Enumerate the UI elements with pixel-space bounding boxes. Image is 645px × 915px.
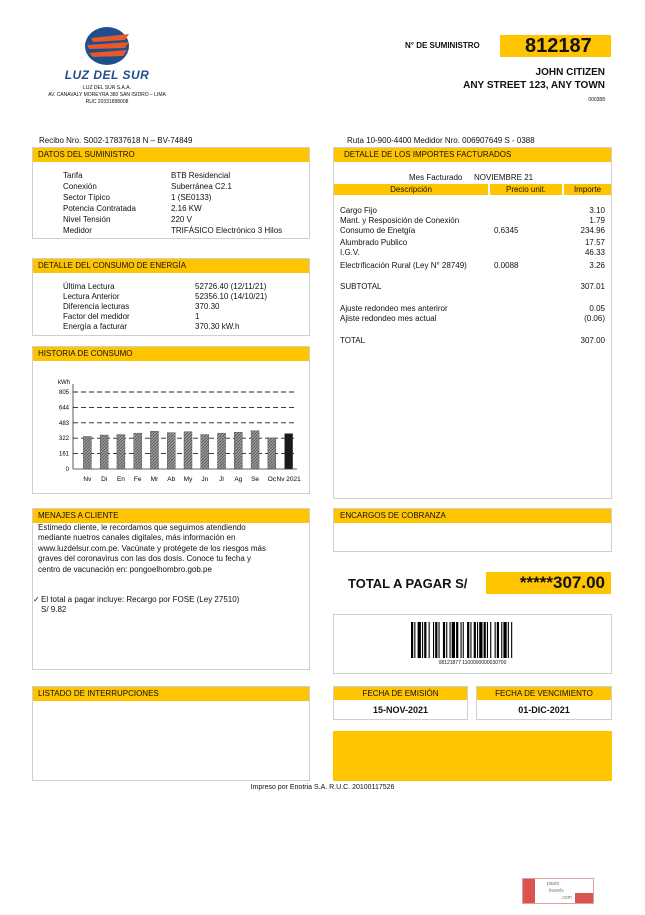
barcode-bar (487, 622, 488, 658)
fecha-vencimiento-box (476, 686, 612, 720)
bar (167, 433, 175, 469)
barcode-bar (418, 622, 421, 658)
barcode-number: 08121877 1100000000030700 (438, 660, 507, 666)
barcode-bar (503, 622, 506, 658)
y-tick-label: 644 (58, 405, 69, 412)
payment-stamp-area (333, 731, 612, 781)
barcode-bar (452, 622, 455, 658)
company-logo (48, 26, 166, 122)
list-item: Factor del medidor 1 (63, 312, 200, 321)
x-tick-label: En (116, 476, 125, 483)
fecha-vencimiento-label: FECHA DE VENCIMIENTO (477, 687, 611, 700)
x-tick-label: Ag (234, 476, 243, 483)
datos-suministro-section (32, 147, 310, 239)
customer-name: JOHN CITIZEN (535, 67, 605, 78)
check-icon: ✓ (33, 595, 40, 604)
x-tick-label: Di (101, 476, 108, 483)
bar (150, 431, 158, 469)
barcode-bar (511, 622, 512, 658)
company-ruc: RUC 20331898008 (85, 99, 129, 105)
table-row: Cargo Fijo 3.10 (340, 206, 605, 215)
barcode-bar (470, 622, 471, 658)
barcode-bar (435, 622, 437, 658)
list-item: Medidor TRIFÁSICO Electrónico 3 Hilos (63, 226, 283, 235)
total-pagar-value: *****307.00 (519, 573, 605, 592)
supply-number-label: N° DE SUMINISTRO (405, 41, 480, 50)
x-tick-label: Oc (267, 476, 277, 483)
total-row: TOTAL 307.00 (340, 336, 605, 345)
barcode-bar (450, 622, 451, 658)
section-header: HISTORIA DE CONSUMO (33, 347, 309, 361)
barcode-bar (456, 622, 458, 658)
cobranza-section (333, 508, 612, 552)
customer-code: 000388 (588, 97, 605, 103)
bar (218, 433, 226, 469)
bar (251, 431, 259, 469)
fecha-emision-value: 15-NOV-2021 (372, 705, 429, 715)
historia-section (32, 346, 310, 494)
x-tick-label: Jl (219, 476, 224, 483)
list-item: Tarifa BTB Residencial (63, 171, 231, 180)
y-axis-label: kWh (58, 380, 70, 386)
fecha-vencimiento-value: 01-DIC-2021 (518, 705, 570, 715)
barcode-bar (490, 622, 491, 658)
section-header: DETALLE DEL CONSUMO DE ENERGÍA (33, 259, 309, 273)
list-item: Conexión Suberránea C2.1 (63, 182, 232, 191)
list-item: Potencia Contratada 2.16 KW (63, 204, 202, 213)
barcode-bar (495, 622, 496, 658)
supply-number-box (500, 35, 611, 57)
barcode-bar (429, 622, 430, 658)
mes-facturado-value: NOVIEMBRE 21 (474, 173, 534, 182)
importes-section (333, 147, 612, 499)
watermark-logo: paulo travels .com (522, 878, 594, 904)
y-tick-label: 0 (65, 467, 69, 473)
barcode-bar (497, 622, 499, 658)
barcode-bar (484, 622, 486, 658)
barcode-bar (414, 622, 415, 658)
section-header: LISTADO DE INTERRUPCIONES (33, 687, 309, 701)
list-item: Última Lectura 52726.40 (12/11/21) (63, 282, 267, 291)
y-tick-label: 805 (58, 390, 69, 396)
fecha-emision-box (333, 686, 468, 720)
recibo-number: Recibo Nro. S002-17837618 N – BV-74849 (39, 136, 193, 145)
bar (83, 436, 91, 469)
barcode-bar (411, 622, 413, 658)
bar (234, 432, 242, 469)
barcode-bar (439, 622, 440, 658)
y-tick-label: 483 (58, 420, 69, 427)
table-row: Alumbrado Publico 17.57 (340, 238, 605, 247)
x-tick-label: Jn (201, 476, 209, 483)
message-body: Estimedo cliente, le recordamos que seguimos atendiendo mediante nuetros canales digitales, más información en www.luzdelsur.com.pe. Vacúnate y protégete de los riesgos más graves del coronavirus con las dos dosis. Conoce tu fecha y centro de vacunación en: pongoelhombro.gob.pe (38, 523, 266, 574)
barcode-section (333, 614, 612, 674)
barcode-bar (467, 622, 469, 658)
section-header: DETALLE DE LOS IMPORTES FACTURADOS (334, 148, 611, 162)
bar (285, 434, 293, 469)
consumption-chart (33, 362, 309, 492)
total-pagar-label: TOTAL A PAGAR S/ (348, 576, 468, 591)
interrupciones-section (32, 686, 310, 781)
table-header-precio: Precio unit. (490, 184, 562, 195)
section-header: DATOS DEL SUMINISTRO (33, 148, 309, 162)
bar (268, 438, 276, 469)
x-tick-label: Ab (167, 476, 176, 483)
bar (184, 432, 192, 469)
table-header-importe: Importe (564, 184, 611, 195)
bar (201, 435, 209, 469)
barcode-bar (479, 622, 482, 658)
luz-del-sur-logo-icon (77, 26, 137, 66)
list-item: Lectura Anterior 52356.10 (14/10/21) (63, 292, 268, 301)
company-legal-name: LUZ DEL SUR S.A.A. (83, 85, 131, 91)
ajuste-actual-row: Ajiste redondeo mes actual (0.06) (340, 314, 605, 323)
barcode-bar (477, 622, 478, 658)
table-row: Mant. y Resposición de Conexión 1.79 (340, 216, 605, 225)
barcode-bar (501, 622, 502, 658)
barcode-bar (433, 622, 434, 658)
list-item: Sector Típico 1 (SE0133) (63, 193, 212, 202)
ruta-medidor: Ruta 10-900-4400 Medidor Nro. 006907649 S - 0388 (347, 136, 535, 145)
barcode-bar (424, 622, 426, 658)
x-tick-label: Nv 2021 (276, 476, 301, 483)
table-header-desc: Descripción (334, 184, 488, 195)
barcode-bar (508, 622, 509, 658)
section-header: MENAJES A CLIENTE (33, 509, 309, 523)
barcode-bar (446, 622, 447, 658)
ajuste-anterior-row: Ajuste redondeo mes anteriror 0.05 (340, 304, 605, 313)
consumo-section (32, 258, 310, 336)
list-item: Diferencia lecturas 370.30 (63, 302, 220, 311)
subtotal-row: SUBTOTAL 307.01 (340, 282, 605, 291)
x-tick-label: Mr (150, 476, 159, 483)
x-tick-label: Fe (133, 476, 142, 483)
fecha-emision-label: FECHA DE EMISIÓN (334, 687, 467, 700)
mes-facturado-label: Mes Facturado (409, 173, 463, 182)
bar (117, 435, 125, 469)
company-address: AV. CANAVALY MOREYRA 380 SAN ISIDRO – LIMA (48, 92, 166, 98)
mensajes-section (32, 508, 310, 670)
list-item: Nivel Tensión 220 V (63, 215, 192, 224)
barcode-bar (443, 622, 445, 658)
table-row: I.G.V. 46.33 (340, 248, 605, 257)
table-row: Consumo de Enetgía 0.6345 234.96 (340, 226, 605, 235)
x-tick-label: My (183, 476, 193, 483)
x-tick-label: Nv (83, 476, 92, 483)
bar (100, 435, 108, 469)
barcode-bar (461, 622, 462, 658)
barcode-bar (474, 622, 476, 658)
logo-wordmark: LUZ DEL SUR (64, 68, 150, 82)
table-row: Electrificación Rural (Ley N° 28749) 0.0088 3.26 (340, 261, 605, 270)
section-header: ENCARGOS DE COBRANZA (334, 509, 611, 523)
total-pagar-box (486, 572, 611, 594)
barcode-icon (411, 622, 546, 658)
x-tick-label: Se (251, 476, 260, 483)
customer-address: ANY STREET 123, ANY TOWN (463, 80, 605, 91)
y-tick-label: 161 (58, 451, 69, 458)
list-item: Energía a facturar 370.30 kW.h (63, 322, 240, 331)
fose-note: El total a pagar incluye: Recargo por FOSE (Ley 27510) S/ 9.82 (41, 595, 240, 615)
barcode-bar (422, 622, 423, 658)
bar (134, 433, 142, 469)
printed-by: Impreso por Enotria S.A. R.U.C. 20100117526 (250, 784, 395, 791)
y-tick-label: 322 (58, 436, 69, 443)
supply-number: 812187 (525, 35, 592, 57)
barcode-bar (463, 622, 464, 658)
